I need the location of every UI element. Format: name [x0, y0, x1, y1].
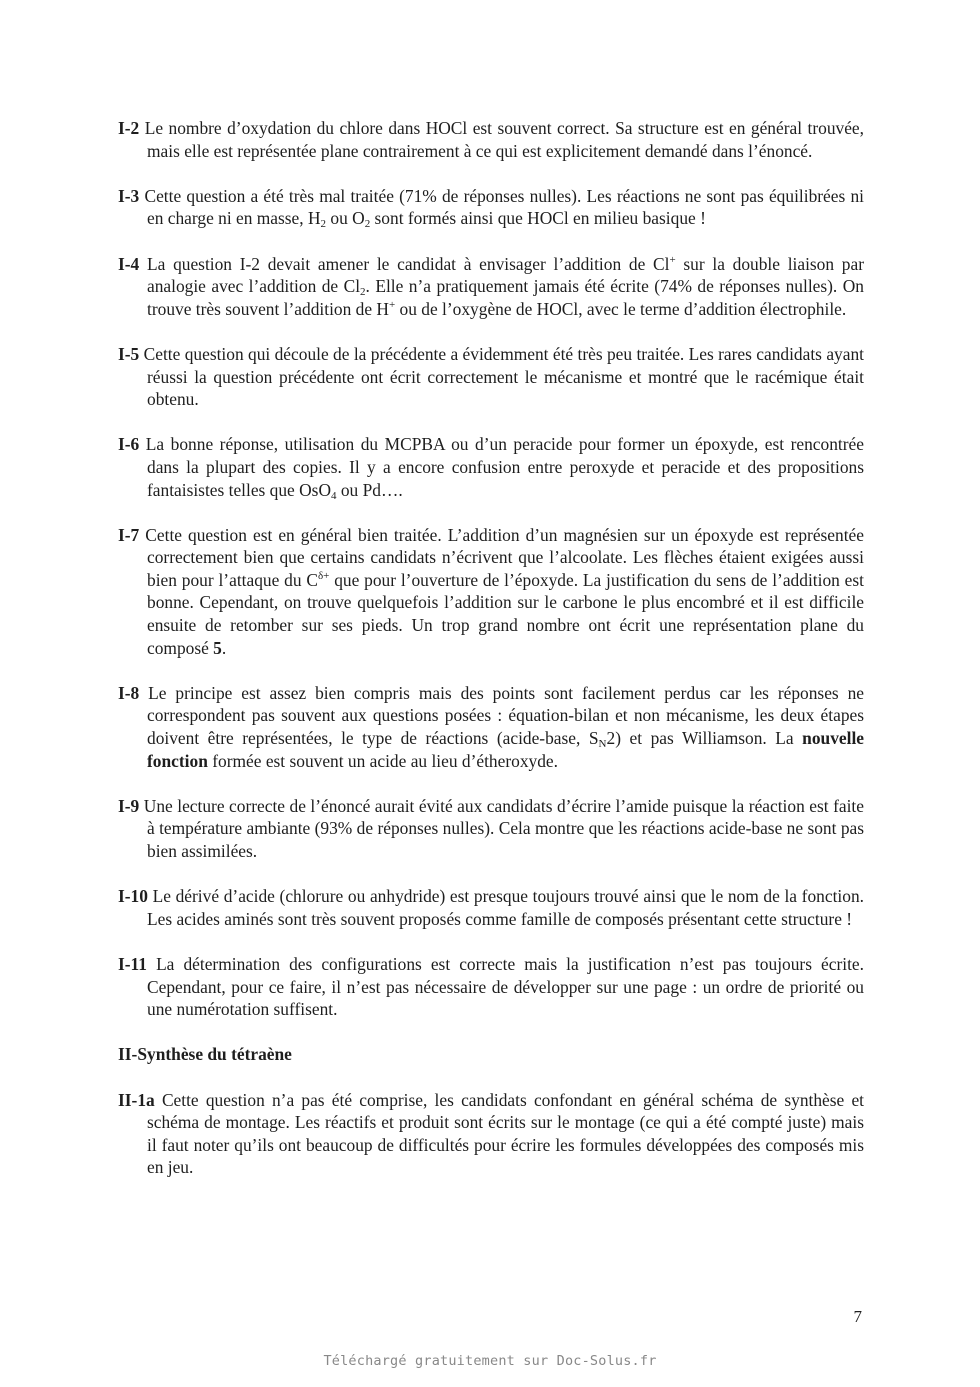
paragraph-i-8 [118, 682, 864, 772]
superscript-text: + [669, 253, 676, 266]
paragraph-text: ou de l’oxygène de HOCl, avec le terme d’addition électrophile. [395, 298, 847, 319]
page-number: 7 [853, 1307, 862, 1326]
page-content [118, 117, 864, 1202]
paragraph-i-9 [118, 795, 864, 863]
footer-watermark: Téléchargé gratuitement sur Doc-Solus.fr [323, 1353, 657, 1369]
question-number: I-2 [118, 118, 140, 138]
paragraph-i-5 [118, 343, 864, 411]
question-number: I-5 [118, 343, 140, 364]
superscript-text: + [388, 298, 396, 311]
subscript-text: 4 [331, 489, 337, 502]
paragraph-text: formée est souvent un acide au lieu d’étheroxyde. [207, 750, 558, 771]
paragraph-i-4 [118, 253, 864, 321]
section-title: II-Synthèse du tétraène [118, 1044, 292, 1065]
question-number: I-10 [118, 886, 148, 907]
paragraph-text: Le nombre d’oxydation du chlore dans HOCl est souvent correct. Sa structure est en général trouvée, mais elle est représentée plane contrairement à ce qui est explicitement demandé dans l’énoncé. [144, 118, 864, 161]
bold-text: nouvelle fonction [147, 728, 864, 771]
paragraph-i-6 [118, 433, 864, 501]
paragraph-text: Cette question qui découle de la précédente a évidemment été très peu traitée. Les rares candidats ayant réussi la question précédente ont écrit correctement le mécanisme et montré que le racémique était obtenu. [143, 343, 864, 410]
paragraph-text: Cette question a été très mal traitée (71% de réponses nulles). Les réactions ne sont pas équilibrées ni en charge ni en masse, H [144, 185, 864, 229]
paragraph-list [118, 117, 864, 1021]
section-paragraph-list [118, 1089, 864, 1179]
paragraph-i-10 [118, 885, 864, 930]
paragraph-i-3 [118, 185, 864, 230]
paragraph-i-2 [118, 117, 864, 162]
paragraph-text: sont formés ainsi que HOCl en milieu basique ! [370, 208, 706, 229]
paragraph-text: Une lecture correcte de l’énoncé aurait évité aux candidats d’écrire l’amide puisque la réaction est faite à température ambiante (93% de réponses nulles). Cela montre que les réactions acide-base ne sont pas bien assimilées. [143, 795, 864, 861]
subscript-text: N [598, 738, 607, 751]
paragraph-i-7 [118, 524, 864, 660]
paragraph-text: ou Pd…. [336, 479, 403, 500]
paragraph-text: . [221, 637, 227, 658]
question-number: II-1a [118, 1089, 155, 1110]
paragraph-i-11 [118, 953, 864, 1021]
subscript-text: 2 [360, 286, 366, 299]
subscript-text: 2 [364, 218, 371, 231]
paragraph-text: que pour l’ouverture de l’époxyde. La justification du sens de l’addition est bonne. Cependant, on trouve quelquefois l’addition sur le carbone le plus encombré et il est difficile ensuite de retomber sur ses pieds. Un trop grand nombre ont écrit une représentation plane du composé [147, 569, 864, 658]
paragraph-text: sur la double liaison par analogie avec l’addition de Cl [147, 253, 865, 297]
paragraph-text: La détermination des configurations est correcte mais la justification n’est pas toujours écrite. Cependant, pour ce faire, il n’est pas nécessaire de développer sur une page : un ordre de priorité ou une numérotation suffisent. [147, 953, 864, 1020]
question-number: I-3 [118, 185, 140, 206]
question-number: I-6 [118, 434, 140, 455]
question-number: I-8 [118, 682, 140, 703]
subscript-text: 2 [320, 218, 327, 231]
question-number: I-9 [118, 795, 140, 816]
paragraph-text: ou O [326, 208, 365, 229]
paragraph-ii-1a [118, 1089, 864, 1179]
paragraph-text: La bonne réponse, utilisation du MCPBA ou d’un peracide pour former un époxyde, est rencontrée dans la plupart des copies. Il y a encore confusion entre peroxyde et peracide et des propositions fantaisistes telles que OsO [145, 434, 864, 500]
paragraph-text: Le dérivé d’acide (chlorure ou anhydride) est presque toujours trouvé ainsi que le nom de la fonction. Les acides aminés sont très souvent proposés comme famille de composés présentant cette structure ! [147, 886, 864, 929]
paragraph-text: 2) et pas Williamson. La [606, 728, 803, 749]
paragraph-text: . Elle n’a pratiquement jamais été écrite (74% de réponses nulles). On trouve très souvent l’addition de H [147, 276, 864, 319]
question-number: I-7 [118, 524, 140, 545]
question-number: I-11 [118, 953, 147, 974]
paragraph-text: La question I-2 devait amener le candidat à envisager l’addition de Cl [147, 253, 670, 274]
paragraph-text: Cette question est en général bien traitée. L’addition d’un magnésien sur un époxyde est représentée correctement bien que certains candidats n’écrivent que l’alcoolate. Les flèches étaient exigées aussi bien pour l’attaque du C [145, 524, 864, 590]
question-number: I-4 [118, 253, 140, 274]
paragraph-text: Le principe est assez bien compris mais des points sont facilement perdus car les réponses ne correspondent pas souvent aux questions posées : équation-bilan et non mécanisme, les deux étapes doivent être représentées, le type de réactions (acide-base, S [147, 682, 864, 749]
superscript-text: δ+ [317, 569, 330, 582]
bold-text: 5 [213, 637, 222, 658]
paragraph-text: Cette question n’a pas été comprise, les candidats confondant en général schéma de synthèse et schéma de montage. Les réactifs et produit sont écrits sur le montage (ce qui a été compté juste) mais il faut noter qu’ils ont beaucoup de difficultés pour écrire les formules développées des composés mis en jeu. [147, 1089, 864, 1178]
